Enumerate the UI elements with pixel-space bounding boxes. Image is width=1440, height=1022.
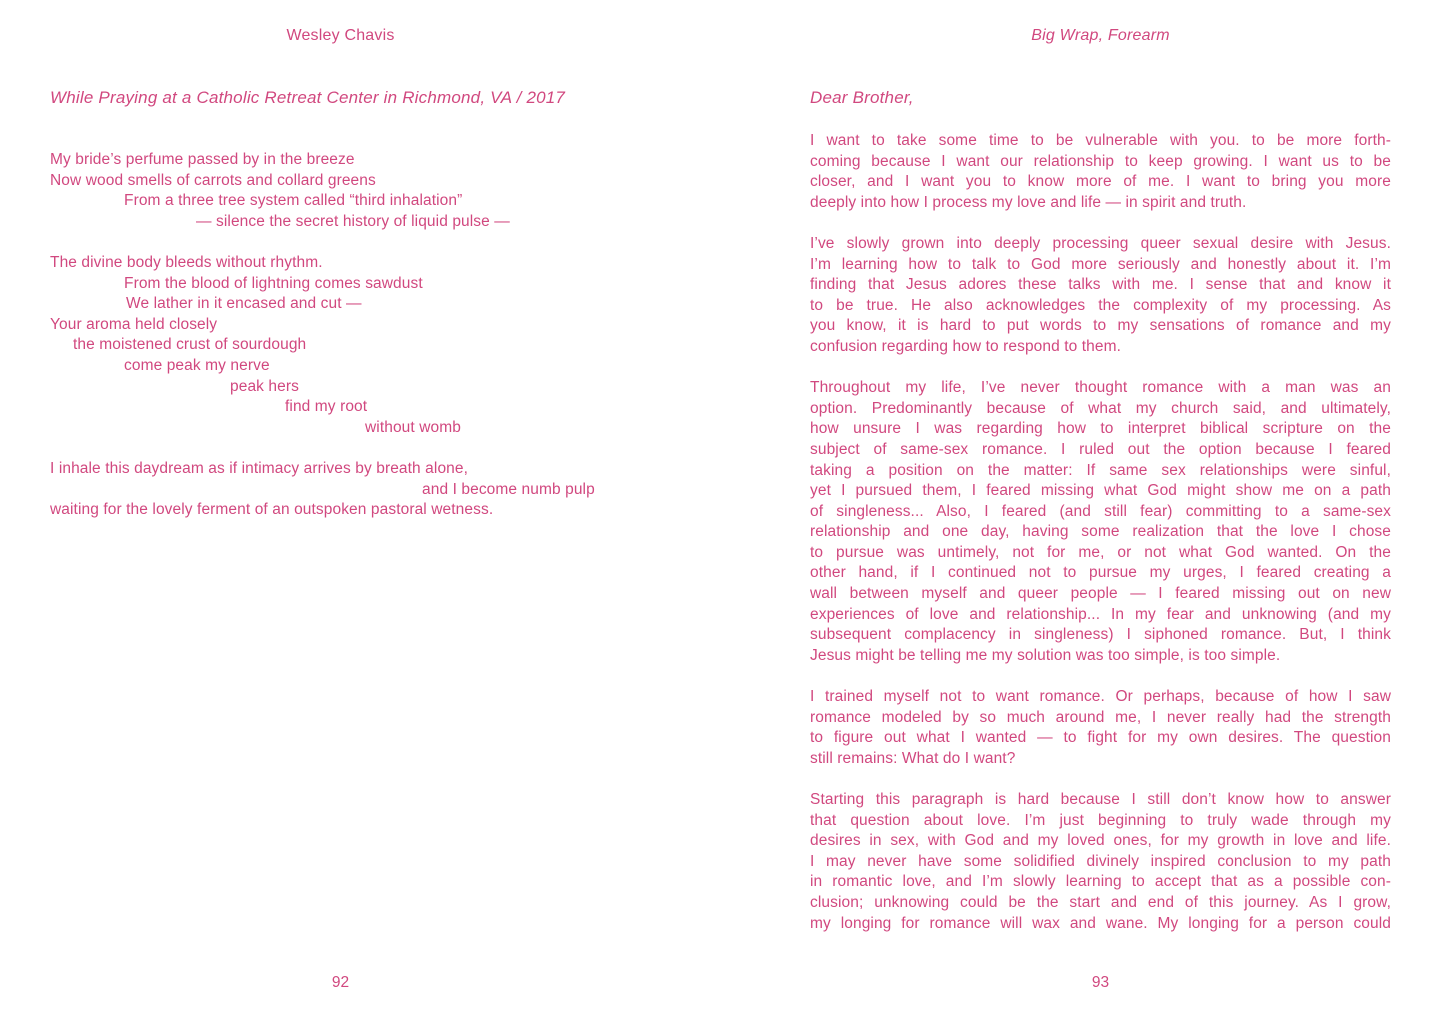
poem-title: While Praying at a Catholic Retreat Center in Richmond, VA / 2017: [50, 88, 566, 107]
letter-line: wall between myself and queer people — I feared missing out on new: [810, 585, 1391, 603]
poem-line: The divine body bleeds without rhythm.: [50, 253, 323, 271]
letter-line: you know, it is hard to put words to my sensations of romance and my: [810, 317, 1391, 335]
letter-paragraph: [810, 687, 1391, 769]
letter-paragraph: [810, 378, 1391, 666]
letter-line: romance modeled by so much around me, I never really had the strength: [810, 708, 1391, 726]
letter-paragraph: [810, 131, 1391, 213]
letter-line: clusion; unknowing could be the start and end of this journey. As I grow,: [810, 893, 1391, 911]
poem-line: the moistened crust of sourdough: [73, 336, 307, 354]
letter-line: I’ve slowly grown into deeply processing queer sexual desire with Jesus.: [810, 234, 1391, 252]
letter-line: of singleness... Also, I feared (and still fear) committing to a same-sex: [810, 502, 1391, 520]
poem-line: From a three tree system called “third inhalation”: [124, 192, 463, 210]
letter-body: [810, 131, 1391, 934]
letter-line: to be true. He also acknowledges the complexity of my processing. As: [810, 296, 1391, 314]
right-running-header: Big Wrap, Forearm: [1031, 27, 1170, 44]
letter-line: deeply into how I process my love and life — in spirit and truth.: [810, 193, 1247, 211]
letter-line: to pursue was untimely, not for me, or not what God wanted. On the: [810, 543, 1391, 561]
letter-paragraph: [810, 790, 1391, 934]
letter-line: that question about love. I’m just beginning to truly wade through my: [810, 811, 1391, 829]
poem-line: find my root: [285, 398, 368, 416]
poem-line: I inhale this daydream as if intimacy arrives by breath alone,: [50, 459, 469, 477]
letter-line: to figure out what I wanted — to fight for my own desires. The question: [810, 729, 1391, 747]
letter-line: Jesus might be telling me my solution was too simple, is too simple.: [810, 646, 1281, 664]
poem-stanza: [50, 150, 631, 232]
poem-line: and I become numb pulp: [422, 480, 595, 498]
left-page-number: 92: [331, 974, 350, 991]
poem: [50, 150, 631, 521]
letter-line: I want to take some time to be vulnerable with you. to be more forth-: [810, 132, 1391, 149]
letter-line: in romantic love, and I’m slowly learning to accept that as a possible con-: [810, 873, 1391, 891]
letter-line: relationship and one day, having some realization that the love I chose: [810, 523, 1391, 541]
poem-line: come peak my nerve: [124, 356, 270, 374]
left-running-header: Wesley Chavis: [286, 27, 395, 44]
letter-line: I trained myself not to want romance. Or perhaps, because of how I saw: [810, 688, 1391, 706]
poem-line: peak hers: [230, 377, 299, 395]
letter-line: finding that Jesus adores these talks with me. I sense that and know it: [810, 276, 1391, 294]
letter-line: desires in sex, with God and my loved ones, for my growth in love and life.: [810, 832, 1391, 850]
poem-line: My bride’s perfume passed by in the breeze: [50, 151, 355, 168]
letter-line: I’m learning how to talk to God more seriously and honestly about it. I’m: [810, 255, 1391, 273]
poem-stanza: [50, 253, 631, 438]
letter-line: other hand, if I continued not to pursue my urges, I feared creating a: [810, 564, 1391, 582]
letter-line: subsequent complacency in singleness) I siphoned romance. But, I think: [810, 626, 1391, 644]
letter-line: yet I pursued them, I feared missing what God might show me on a path: [810, 482, 1391, 500]
poem-line: Your aroma held closely: [50, 315, 218, 333]
letter-line: confusion regarding how to respond to them.: [810, 337, 1122, 355]
letter-line: I may never have some solidified divinely inspired conclusion to my path: [810, 852, 1391, 870]
right-page-number: 93: [1091, 974, 1110, 991]
letter-line: my longing for romance will wax and wane. My longing for a person could: [810, 914, 1391, 932]
poem-line: From the blood of lightning comes sawdust: [124, 274, 423, 292]
poem-stanza: [50, 459, 631, 521]
letter-paragraph: [810, 234, 1391, 358]
letter-line: experiences of love and relationship... In my fear and unknowing (and my: [810, 605, 1391, 623]
poem-line: waiting for the lovely ferment of an outspoken pastoral wetness.: [50, 501, 494, 519]
letter-salutation: Dear Brother,: [810, 88, 914, 107]
poem-line: Now wood smells of carrots and collard greens: [50, 171, 376, 189]
letter-line: taking a position on the matter: If same sex relationships were sinful,: [810, 461, 1391, 479]
letter-line: coming because I want our relationship to keep growing. I want us to be: [810, 152, 1391, 170]
letter-line: closer, and I want you to know more of me. I want to bring you more: [810, 173, 1391, 191]
letter-line: Starting this paragraph is hard because I still don’t know how to answer: [810, 791, 1391, 808]
poem-line: without womb: [365, 418, 461, 436]
poem-line: — silence the secret history of liquid pulse —: [196, 212, 510, 230]
poem-line: We lather in it encased and cut —: [126, 295, 362, 313]
letter-line: option. Predominantly because of what my church said, and ultimately,: [810, 399, 1391, 417]
letter-line: how unsure I was regarding how to interpret biblical scripture on the: [810, 420, 1391, 438]
letter-line: subject of same-sex romance. I ruled out the option because I feared: [810, 440, 1391, 458]
letter-line: Throughout my life, I’ve never thought romance with a man was an: [810, 379, 1391, 397]
letter-line: still remains: What do I want?: [810, 749, 1016, 767]
